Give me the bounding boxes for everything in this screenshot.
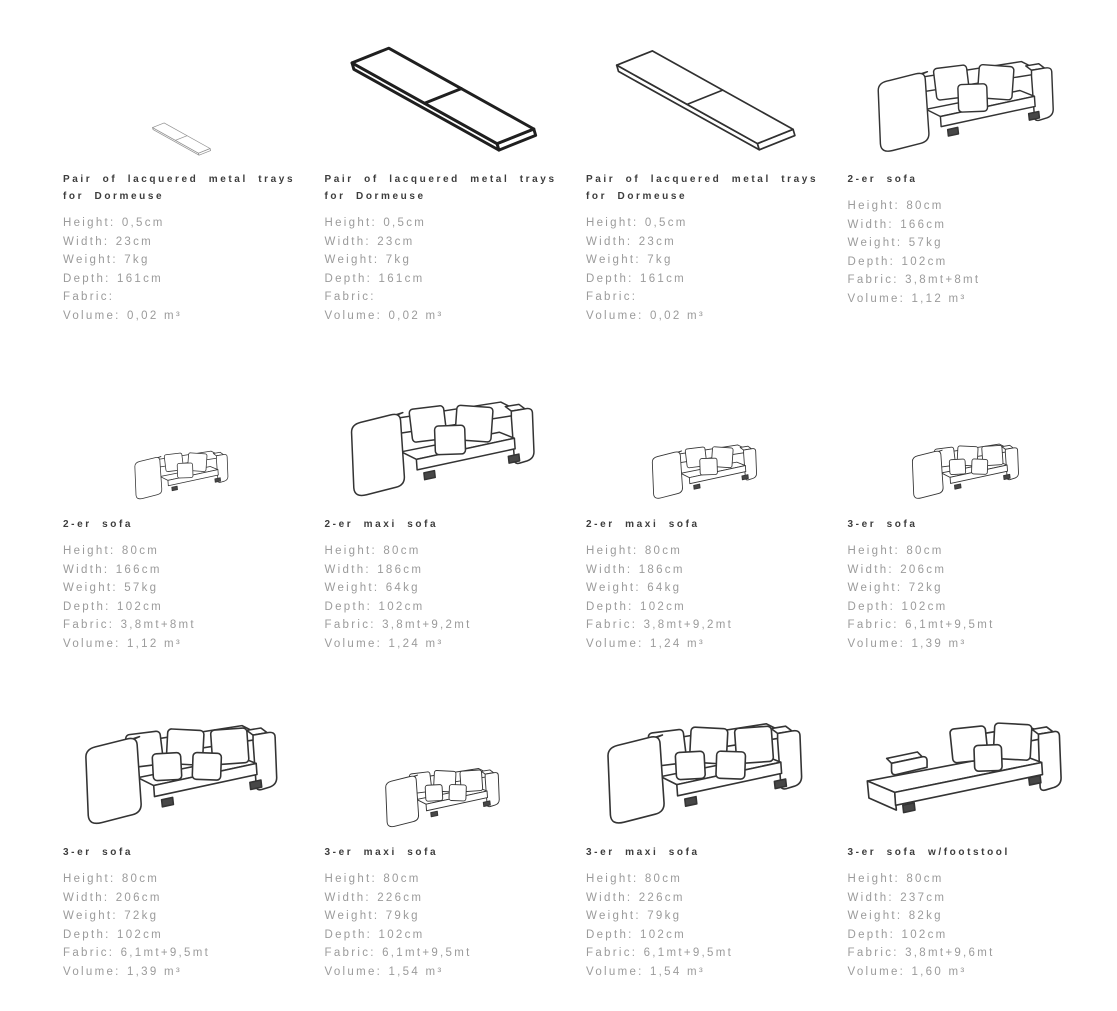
product-card xyxy=(586,703,822,981)
spec-fabric xyxy=(63,944,299,963)
spec-value: 3,8mt+9,2mt xyxy=(643,619,734,631)
spec-value: 6,1mt+9,5mt xyxy=(120,947,211,959)
spec-label: Volume: xyxy=(324,309,383,322)
spec-label: Depth: xyxy=(63,272,111,285)
spec-value: 186cm xyxy=(638,563,685,576)
spec-label: Height: xyxy=(63,545,116,557)
spec-fabric xyxy=(848,616,1084,635)
product-illustration xyxy=(325,375,561,503)
spec-fabric xyxy=(325,944,561,963)
spec-label: Width: xyxy=(586,563,633,576)
product-title: 2-er maxi sofa xyxy=(324,519,439,530)
spec-weight xyxy=(848,234,1084,253)
spec-label: Depth: xyxy=(586,272,634,285)
spec-value: 23cm xyxy=(638,235,677,248)
spec-label: Weight: xyxy=(324,254,380,266)
spec-weight xyxy=(586,907,822,926)
spec-label: Fabric: xyxy=(324,947,376,959)
spec-value: 1,54 m³ xyxy=(649,965,706,978)
spec-fabric xyxy=(586,944,822,963)
product-illustration xyxy=(848,375,1084,503)
spec-label: Weight: xyxy=(847,910,903,922)
spec-value: 102cm xyxy=(901,928,948,941)
spec-fabric xyxy=(586,288,822,307)
spec-value: 206cm xyxy=(900,563,947,576)
spec-label: Volume: xyxy=(63,965,121,978)
spec-value: 0,5cm xyxy=(383,217,427,229)
spec-value: 161cm xyxy=(117,272,164,285)
spec-value: 7kg xyxy=(385,254,412,266)
spec-label: Fabric: xyxy=(324,291,376,303)
spec-label: Volume: xyxy=(847,292,906,305)
spec-label: Width: xyxy=(324,563,371,576)
spec-value: 7kg xyxy=(124,254,150,266)
spec-label: Depth: xyxy=(586,928,634,941)
spec-label: Height: xyxy=(847,200,901,212)
spec-value: 6,1mt+9,5mt xyxy=(905,619,995,631)
spec-label: Volume: xyxy=(63,637,121,650)
spec-value: 79kg xyxy=(385,910,420,922)
product-card xyxy=(63,375,299,653)
spec-height xyxy=(848,197,1084,216)
spec-value: 102cm xyxy=(117,928,164,941)
spec-value: 102cm xyxy=(640,928,687,941)
spec-value: 1,24 m³ xyxy=(388,637,444,650)
spec-depth xyxy=(848,598,1084,617)
spec-value: 72kg xyxy=(124,910,159,922)
sofa-3er-maxi-drawing-icon xyxy=(600,711,808,831)
spec-value: 80cm xyxy=(644,873,683,885)
spec-width xyxy=(325,889,561,908)
spec-weight xyxy=(586,251,822,270)
spec-volume xyxy=(325,307,561,326)
spec-value: 206cm xyxy=(115,891,162,904)
spec-volume xyxy=(586,307,822,326)
spec-volume xyxy=(63,307,299,326)
spec-value: 0,5cm xyxy=(121,217,165,229)
spec-depth xyxy=(848,253,1084,272)
spec-value: 80cm xyxy=(906,873,944,885)
spec-width xyxy=(325,561,561,580)
product-illustration xyxy=(586,18,822,158)
spec-label: Volume: xyxy=(324,965,383,978)
spec-depth xyxy=(325,270,561,289)
spec-volume xyxy=(586,963,822,982)
spec-label: Fabric: xyxy=(63,947,115,959)
spec-value: 226cm xyxy=(377,891,424,904)
spec-label: Width: xyxy=(847,891,894,904)
spec-depth xyxy=(586,926,822,945)
product-specs xyxy=(325,542,561,653)
spec-value: 6,1mt+9,5mt xyxy=(643,947,734,959)
product-card xyxy=(848,703,1084,981)
spec-height xyxy=(63,542,299,561)
spec-value: 102cm xyxy=(378,928,425,941)
spec-volume xyxy=(586,635,822,654)
spec-label: Weight: xyxy=(324,582,380,594)
spec-value: 72kg xyxy=(908,582,943,594)
spec-weight xyxy=(325,579,561,598)
spec-weight xyxy=(848,579,1084,598)
product-specs xyxy=(848,197,1084,308)
spec-value: 226cm xyxy=(638,891,685,904)
product-specs xyxy=(325,214,561,325)
spec-label: Depth: xyxy=(324,272,373,285)
product-illustration xyxy=(848,18,1084,158)
product-title: 2-er sofa xyxy=(63,519,134,530)
spec-label: Depth: xyxy=(847,255,896,268)
spec-value: 3,8mt+8mt xyxy=(905,274,981,286)
spec-value: 80cm xyxy=(906,200,944,212)
spec-value: 1,60 m³ xyxy=(911,965,967,978)
spec-value: 161cm xyxy=(640,272,687,285)
spec-value: 0,02 m³ xyxy=(649,309,706,322)
spec-volume xyxy=(63,635,299,654)
spec-label: Height: xyxy=(586,217,639,229)
tray-drawing-icon xyxy=(149,120,213,158)
spec-value: 186cm xyxy=(377,563,424,576)
product-card xyxy=(63,18,299,325)
sofa-2er-maxi-drawing-icon xyxy=(344,390,540,503)
product-card xyxy=(848,375,1084,653)
sofa-3er-maxi-drawing-icon xyxy=(381,761,503,831)
spec-height xyxy=(325,214,561,233)
spec-label: Width: xyxy=(63,891,110,904)
spec-height xyxy=(586,870,822,889)
spec-weight xyxy=(63,907,299,926)
spec-label: Volume: xyxy=(586,637,644,650)
spec-label: Width: xyxy=(63,563,110,576)
spec-label: Volume: xyxy=(847,637,906,650)
spec-label: Depth: xyxy=(63,600,111,613)
spec-value: 3,8mt+9,2mt xyxy=(382,619,472,631)
spec-label: Height: xyxy=(847,873,901,885)
product-specs xyxy=(325,870,561,981)
spec-label: Height: xyxy=(63,217,116,229)
spec-value: 1,39 m³ xyxy=(126,965,183,978)
product-card xyxy=(586,375,822,653)
spec-value: 80cm xyxy=(121,545,160,557)
product-illustration xyxy=(586,703,822,831)
spec-fabric xyxy=(63,288,299,307)
spec-value: 102cm xyxy=(640,600,687,613)
spec-value: 80cm xyxy=(644,545,683,557)
spec-weight xyxy=(63,579,299,598)
spec-volume xyxy=(63,963,299,982)
spec-value: 64kg xyxy=(647,582,682,594)
spec-label: Height: xyxy=(324,873,378,885)
product-title: Pair of lacquered metal trays for Dormeuse xyxy=(63,174,296,202)
spec-value: 23cm xyxy=(377,235,415,248)
product-illustration xyxy=(63,375,299,503)
spec-label: Depth: xyxy=(63,928,111,941)
spec-label: Fabric: xyxy=(847,619,899,631)
spec-value: 7kg xyxy=(647,254,673,266)
spec-label: Weight: xyxy=(63,910,118,922)
sofa-3er-drawing-icon xyxy=(908,437,1022,503)
spec-value: 161cm xyxy=(378,272,425,285)
product-card xyxy=(325,375,561,653)
product-illustration xyxy=(848,703,1084,831)
spec-label: Fabric: xyxy=(847,947,899,959)
sofa-2er-drawing-icon xyxy=(871,50,1059,158)
spec-value: 1,39 m³ xyxy=(911,637,967,650)
product-title: Pair of lacquered metal trays for Dormeuse xyxy=(324,174,557,202)
product-title: 3-er maxi sofa xyxy=(586,847,700,858)
spec-label: Weight: xyxy=(586,910,641,922)
spec-depth xyxy=(325,598,561,617)
spec-label: Volume: xyxy=(63,309,121,322)
spec-value: 57kg xyxy=(908,237,943,249)
spec-label: Weight: xyxy=(63,254,118,266)
spec-width xyxy=(586,889,822,908)
spec-depth xyxy=(63,598,299,617)
spec-label: Fabric: xyxy=(324,619,376,631)
spec-height xyxy=(63,870,299,889)
spec-weight xyxy=(325,251,561,270)
spec-label: Depth: xyxy=(847,600,896,613)
spec-width xyxy=(848,561,1084,580)
sofa-3er-footstool-drawing-icon xyxy=(856,710,1074,831)
spec-label: Height: xyxy=(324,217,378,229)
product-illustration xyxy=(63,703,299,831)
spec-value: 102cm xyxy=(378,600,425,613)
spec-height xyxy=(848,870,1084,889)
sofa-2er-maxi-drawing-icon xyxy=(648,438,760,503)
spec-value: 0,5cm xyxy=(644,217,688,229)
spec-value: 1,12 m³ xyxy=(126,637,183,650)
product-specs xyxy=(586,870,822,981)
product-specs xyxy=(63,542,299,653)
spec-label: Width: xyxy=(324,891,371,904)
spec-label: Weight: xyxy=(63,582,118,594)
product-title: 2-er sofa xyxy=(847,174,918,185)
spec-label: Volume: xyxy=(586,309,644,322)
product-specs xyxy=(63,870,299,981)
spec-height xyxy=(325,870,561,889)
product-card xyxy=(586,18,822,325)
spec-width xyxy=(586,233,822,252)
spec-label: Height: xyxy=(63,873,116,885)
spec-depth xyxy=(325,926,561,945)
spec-fabric xyxy=(325,288,561,307)
spec-value: 102cm xyxy=(901,255,948,268)
spec-value: 57kg xyxy=(124,582,159,594)
spec-fabric xyxy=(325,616,561,635)
spec-volume xyxy=(325,963,561,982)
spec-value: 102cm xyxy=(117,600,164,613)
tray-drawing-icon xyxy=(606,42,802,158)
spec-label: Fabric: xyxy=(586,619,638,631)
spec-label: Depth: xyxy=(847,928,896,941)
spec-weight xyxy=(586,579,822,598)
spec-value: 237cm xyxy=(900,891,947,904)
spec-value: 1,24 m³ xyxy=(649,637,706,650)
spec-value: 166cm xyxy=(900,218,947,231)
spec-label: Fabric: xyxy=(63,291,115,303)
spec-label: Fabric: xyxy=(63,619,115,631)
spec-height xyxy=(586,542,822,561)
product-title: 3-er sofa w/footstool xyxy=(847,847,1010,858)
spec-width xyxy=(325,233,561,252)
spec-label: Weight: xyxy=(586,254,641,266)
spec-label: Width: xyxy=(586,891,633,904)
product-illustration xyxy=(586,375,822,503)
spec-weight xyxy=(63,251,299,270)
product-specs xyxy=(848,870,1084,981)
spec-width xyxy=(63,233,299,252)
spec-width xyxy=(586,561,822,580)
spec-volume xyxy=(325,635,561,654)
product-title: 3-er sofa xyxy=(847,519,918,530)
tray-drawing-icon xyxy=(341,39,543,158)
spec-label: Width: xyxy=(586,235,633,248)
spec-weight xyxy=(325,907,561,926)
spec-value: 23cm xyxy=(115,235,154,248)
spec-fabric xyxy=(848,271,1084,290)
spec-value: 3,8mt+9,6mt xyxy=(905,947,995,959)
product-illustration xyxy=(325,703,561,831)
spec-height xyxy=(325,542,561,561)
spec-volume xyxy=(848,290,1084,309)
spec-label: Width: xyxy=(847,563,894,576)
spec-value: 82kg xyxy=(908,910,943,922)
spec-value: 79kg xyxy=(647,910,682,922)
product-title: 3-er maxi sofa xyxy=(324,847,439,858)
spec-value: 0,02 m³ xyxy=(388,309,444,322)
sofa-2er-drawing-icon xyxy=(131,445,231,503)
spec-label: Volume: xyxy=(324,637,383,650)
spec-value: 0,02 m³ xyxy=(126,309,183,322)
spec-value: 102cm xyxy=(901,600,948,613)
spec-label: Volume: xyxy=(586,965,644,978)
spec-fabric xyxy=(63,616,299,635)
spec-height xyxy=(848,542,1084,561)
spec-value: 80cm xyxy=(383,873,421,885)
spec-depth xyxy=(63,926,299,945)
spec-depth xyxy=(586,270,822,289)
spec-label: Height: xyxy=(847,545,901,557)
spec-width xyxy=(848,216,1084,235)
spec-value: 64kg xyxy=(385,582,420,594)
spec-label: Width: xyxy=(847,218,894,231)
spec-depth xyxy=(848,926,1084,945)
spec-label: Weight: xyxy=(324,910,380,922)
spec-label: Height: xyxy=(586,873,639,885)
spec-height xyxy=(586,214,822,233)
product-title: 2-er maxi sofa xyxy=(586,519,700,530)
spec-width xyxy=(63,889,299,908)
spec-label: Depth: xyxy=(324,600,373,613)
spec-label: Depth: xyxy=(324,928,373,941)
spec-value: 3,8mt+8mt xyxy=(120,619,196,631)
spec-label: Fabric: xyxy=(847,274,899,286)
spec-label: Fabric: xyxy=(586,291,638,303)
product-specs xyxy=(586,542,822,653)
spec-value: 166cm xyxy=(115,563,162,576)
sofa-3er-drawing-icon xyxy=(78,713,283,831)
spec-height xyxy=(63,214,299,233)
spec-value: 80cm xyxy=(906,545,944,557)
product-illustration xyxy=(63,18,299,158)
spec-volume xyxy=(848,635,1084,654)
product-card xyxy=(63,703,299,981)
spec-value: 80cm xyxy=(383,545,421,557)
product-title: 3-er sofa xyxy=(63,847,134,858)
product-card xyxy=(325,703,561,981)
spec-label: Depth: xyxy=(586,600,634,613)
spec-value: 6,1mt+9,5mt xyxy=(382,947,472,959)
product-specs xyxy=(63,214,299,325)
spec-fabric xyxy=(848,944,1084,963)
spec-volume xyxy=(848,963,1084,982)
spec-weight xyxy=(848,907,1084,926)
spec-fabric xyxy=(586,616,822,635)
spec-label: Weight: xyxy=(586,582,641,594)
spec-label: Fabric: xyxy=(586,947,638,959)
product-card xyxy=(325,18,561,325)
spec-value: 80cm xyxy=(121,873,160,885)
product-specs xyxy=(586,214,822,325)
spec-value: 1,54 m³ xyxy=(388,965,444,978)
spec-depth xyxy=(63,270,299,289)
spec-label: Volume: xyxy=(847,965,906,978)
spec-width xyxy=(848,889,1084,908)
spec-value: 1,12 m³ xyxy=(911,292,967,305)
spec-label: Weight: xyxy=(847,237,903,249)
product-illustration xyxy=(325,18,561,158)
product-title: Pair of lacquered metal trays for Dormeuse xyxy=(586,174,819,202)
spec-width xyxy=(63,561,299,580)
spec-label: Width: xyxy=(324,235,371,248)
product-specs xyxy=(848,542,1084,653)
spec-label: Height: xyxy=(324,545,378,557)
spec-depth xyxy=(586,598,822,617)
spec-label: Height: xyxy=(586,545,639,557)
spec-label: Weight: xyxy=(847,582,903,594)
spec-label: Width: xyxy=(63,235,110,248)
product-card xyxy=(848,18,1084,325)
